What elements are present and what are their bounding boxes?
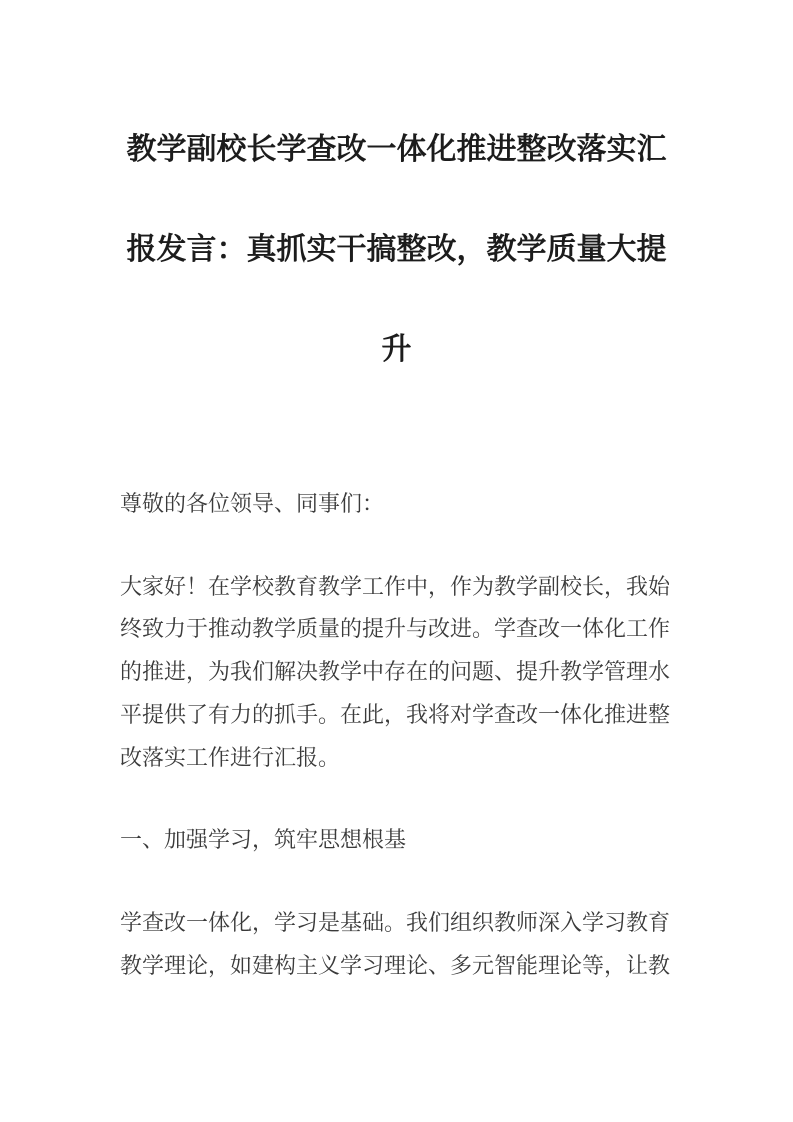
paragraph <box>120 902 683 987</box>
text-line: 终致力于推动教学质量的提升与改进。学查改一体化工作 <box>120 616 671 642</box>
section-heading <box>120 819 683 862</box>
document-body <box>120 483 683 987</box>
text-line: 升 <box>381 333 412 366</box>
text-line: 改落实工作进行汇报。 <box>120 744 341 770</box>
text-line: 大家好！在学校教育教学工作中，作为教学副校长，我始 <box>120 573 671 599</box>
text-line: 平提供了有力的抓手。在此，我将对学查改一体化推进整 <box>120 701 671 727</box>
text-line: 尊敬的各位领导、同事们： <box>120 491 385 516</box>
paragraph <box>120 566 683 780</box>
text-line: 学查改一体化，学习是基础。我们组织教师深入学习教育 <box>120 909 671 935</box>
text-line: 报发言：真抓实干搞整改，教学质量大提 <box>126 233 667 266</box>
text-line: 的推进，为我们解决教学中存在的问题、提升教学管理水 <box>120 659 671 685</box>
text-line: 教学副校长学查改一体化推进整改落实汇 <box>126 133 667 166</box>
text-line: 教学理论，如建构主义学习理论、多元智能理论等，让教 <box>120 952 671 978</box>
document-title <box>55 100 738 400</box>
paragraph <box>120 483 683 526</box>
text-line: 一、加强学习，筑牢思想根基 <box>120 827 407 853</box>
